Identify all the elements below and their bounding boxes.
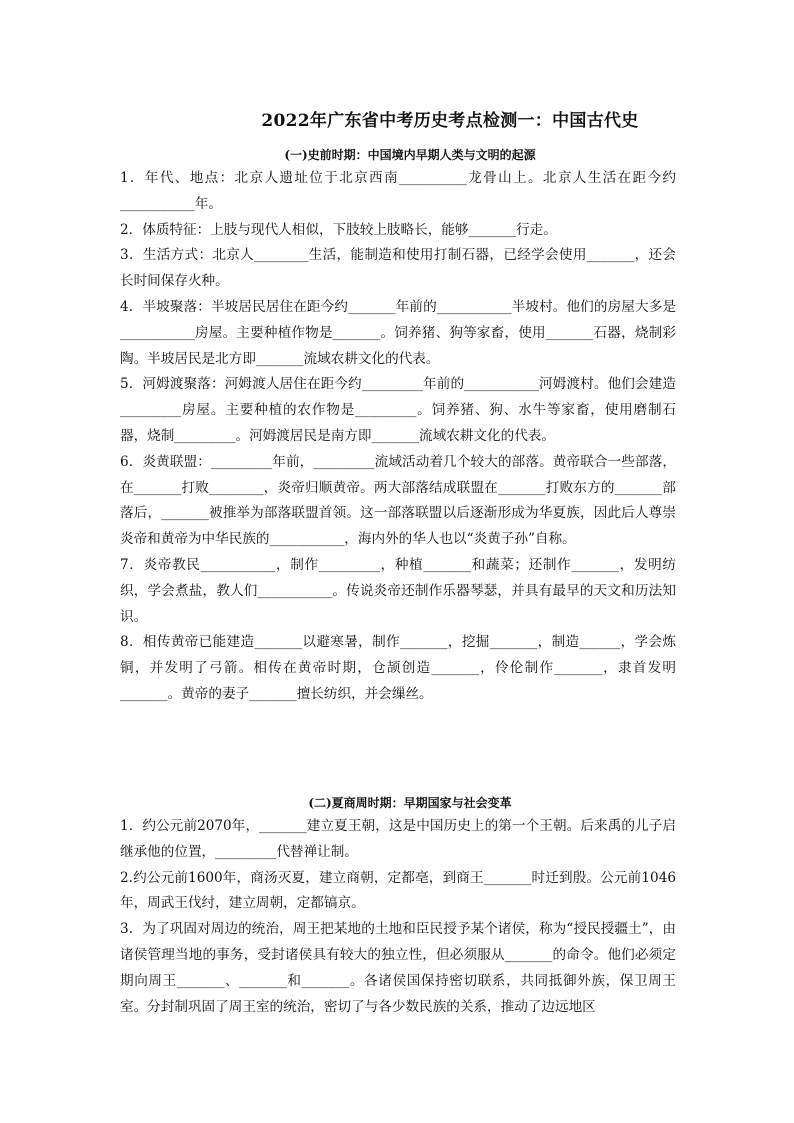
question-item: 7．炎帝教民___________，制作_________，种植_______和蔬菜；还制作_______，发明纺织，学会煮盐，教人们___________。传说炎帝还制作乐器琴瑟，并具有最早的天文和历法知识。 xyxy=(120,556,676,625)
document-title: 2022年广东省中考历史考点检测一：中国古代史 xyxy=(261,111,639,131)
question-item: 2．体质特征：上肢与现代人相似，下肢较上肢略长，能够_______行走。 xyxy=(120,221,557,238)
question-item: 2.约公元前1600年，商汤灭夏，建立商朝，定都亳，到商王_______时迁到殷。公元前1046年，周武王伐纣，建立周朝，定都镐京。 xyxy=(120,869,676,912)
question-item: 3．生活方式：北京人________生活，能制造和使用打制石器，已经学会使用_______，还会长时间保存火种。 xyxy=(120,247,676,290)
section-heading-prehistoric: (一)史前时期：中国境内早期人类与文明的起源 xyxy=(284,148,536,162)
question-item: 4．半坡聚落：半坡居民居住在距今约_______年前的___________半坡村。他们的房屋大多是___________房屋。主要种植作物是_______。饲养猪、狗等家畜，使用_______石器，烧制彩陶。半坡居民是北方即_______流域农耕文化的代表。 xyxy=(120,298,676,367)
section-xia-shang-zhou-body xyxy=(120,814,676,1020)
question-item: 1．年代、地点：北京人遗址位于北京西南__________龙骨山上。北京人生活在距今约___________年。 xyxy=(120,170,676,212)
question-item: 3．为了巩固对周边的统治，周王把某地的土地和臣民授予某个诸侯，称为“授民授疆土”，由诸侯管理当地的事务，受封诸侯具有较大的独立性，但必须服从_______的命令。他们必须定期向周王_______、_______和_______。各诸侯国保持密切联系，共同抵御外族，保卫周王室。分封制巩固了周王室的统治，密切了与各少数民族的关系，推动了边远地区 xyxy=(120,921,676,1015)
question-item: 8．相传黄帝已能建造_______以避寒暑，制作_______，挖掘_______，制造______，学会炼铜，并发明了弓箭。相传在黄帝时期，仓颉创造_______，伶伦制作_______，隶首发明_______。黄帝的妻子_______擅长纺织，并会缫丝。 xyxy=(120,634,676,702)
question-item: 6．炎黄联盟：_________年前，_________流域活动着几个较大的部落。黄帝联合一些部落，在_______打败________，炎帝归顺黄帝。两大部落结成联盟在_______打败东方的_______部落后，_______被推举为部落联盟首领。这一部落联盟以后逐渐形成为华夏族，因此后人尊崇炎帝和黄帝为中华民族的___________，海内外的华人也以“炎黄子孙”自称。 xyxy=(120,453,676,548)
question-item: 5．河姆渡聚落：河姆渡人居住在距今约_________年前的___________河姆渡村。他们会建造_________房屋。主要种植的农作物是_________。饲养猪、狗、水牛等家畜，使用磨制石器，烧制_________。河姆渡居民是南方即_______流域农耕文化的代表。 xyxy=(120,376,676,444)
section-heading-xia-shang-zhou: (二)夏商周时期：早期国家与社会变革 xyxy=(308,796,512,810)
section-prehistoric-body xyxy=(120,166,676,708)
question-item: 1．约公元前2070年，_______建立夏王朝，这是中国历史上的第一个王朝。后来禹的儿子启继承他的位置，_________代替禅让制。 xyxy=(120,818,676,860)
